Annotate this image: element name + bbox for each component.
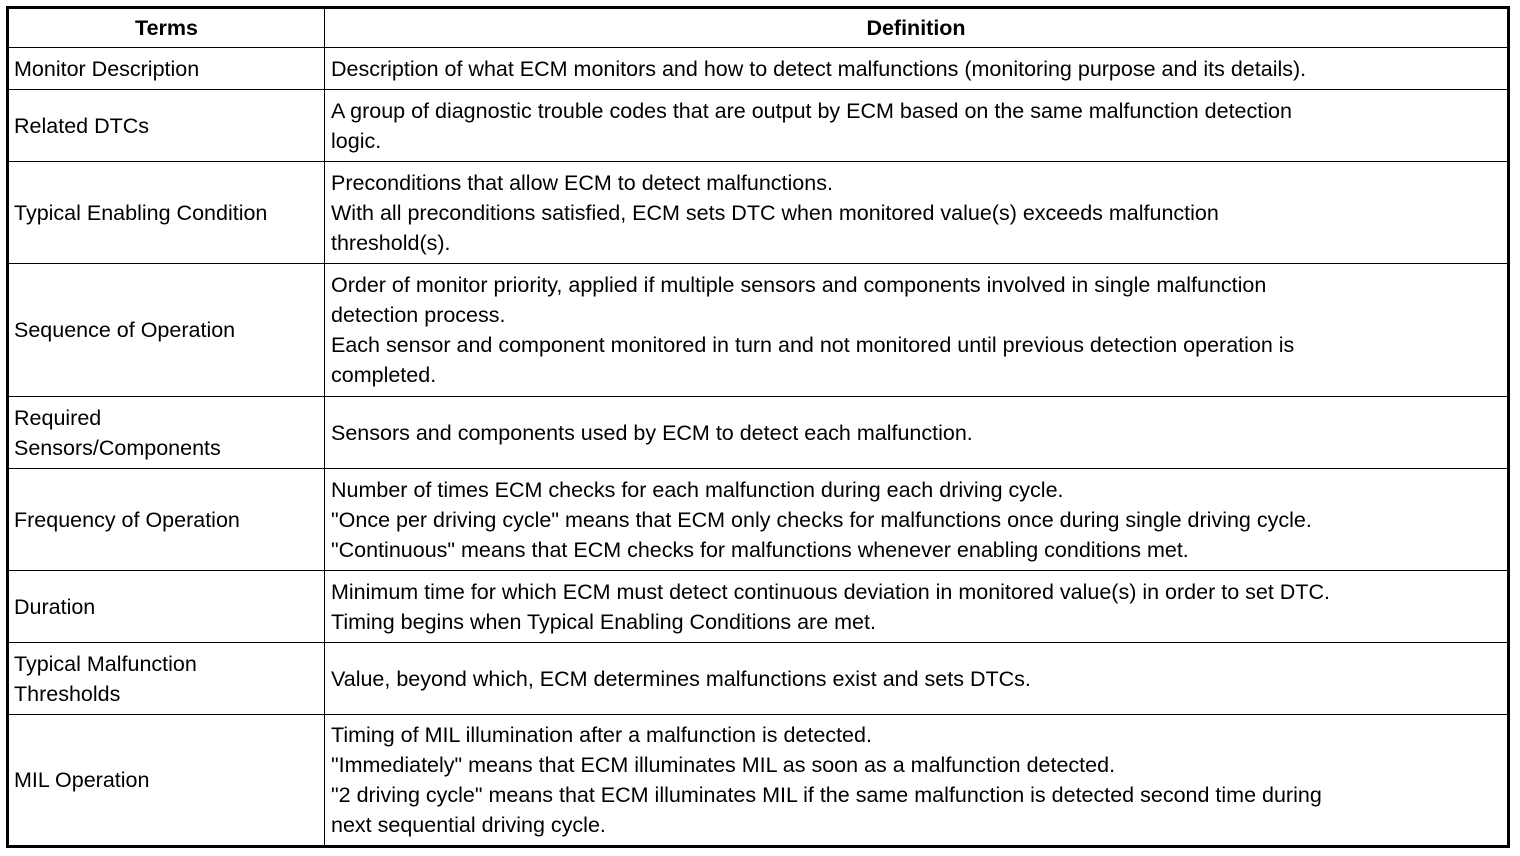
definition-text-line: threshold(s). (331, 230, 451, 255)
definition-cell (325, 571, 1509, 643)
definition-cell (325, 264, 1509, 397)
definition-cell (325, 162, 1509, 264)
definition-cell (325, 48, 1509, 90)
definition-text-line: "Continuous" means that ECM checks for malfunctions whenever enabling conditions met. (331, 537, 1189, 562)
term-text-line: Required (14, 405, 102, 430)
term-text-line: Typical Malfunction (14, 651, 197, 676)
term-text-line: Thresholds (14, 681, 121, 706)
definition-text-line: logic. (331, 128, 382, 153)
table-body (8, 48, 1509, 847)
term-cell (8, 643, 325, 715)
term-cell (8, 715, 325, 847)
header-terms: Terms (8, 8, 325, 48)
term-cell (8, 90, 325, 162)
definition-text-line: next sequential driving cycle. (331, 813, 606, 837)
table-row (8, 397, 1509, 469)
term-cell (8, 162, 325, 264)
term-text-line: MIL Operation (14, 768, 150, 792)
table-row (8, 643, 1509, 715)
definition-text-line: "Once per driving cycle" means that ECM only checks for malfunctions once during single driving cycle. (331, 507, 1312, 532)
table-row (8, 162, 1509, 264)
term-text-line: Related DTCs (14, 113, 150, 138)
term-text-line: Duration (14, 594, 96, 619)
term-text-line: Typical Enabling Condition (14, 200, 268, 225)
definition-cell (325, 715, 1509, 847)
definition-text-line: completed. (331, 363, 437, 387)
definition-text-line: detection process. (331, 303, 506, 327)
definition-text-line: Value, beyond which, ECM determines malfunctions exist and sets DTCs. (331, 666, 1031, 691)
term-cell (8, 48, 325, 90)
definition-cell (325, 90, 1509, 162)
term-cell (8, 264, 325, 397)
header-row (8, 8, 1509, 48)
definition-text-line: With all preconditions satisfied, ECM sets DTC when monitored value(s) exceeds malfunction (331, 200, 1219, 225)
term-cell (8, 571, 325, 643)
definition-cell (325, 469, 1509, 571)
definition-text-line: Minimum time for which ECM must detect continuous deviation in monitored value(s) in order to set DTC. (331, 579, 1330, 604)
definition-text-line: Preconditions that allow ECM to detect malfunctions. (331, 170, 833, 195)
term-text-line: Sequence of Operation (14, 318, 236, 342)
definition-text-line: "Immediately" means that ECM illuminates MIL as soon as a malfunction detected. (331, 753, 1116, 777)
term-cell (8, 469, 325, 571)
definition-text-line: A group of diagnostic trouble codes that are output by ECM based on the same malfunction detection (331, 98, 1292, 123)
definition-text-line: "2 driving cycle" means that ECM illuminates MIL if the same malfunction is detected second time during (331, 783, 1322, 807)
term-cell (8, 397, 325, 469)
definition-cell (325, 643, 1509, 715)
definition-text-line: Number of times ECM checks for each malfunction during each driving cycle. (331, 477, 1064, 502)
terms-definition-table (6, 6, 1510, 848)
table-row (8, 715, 1509, 847)
table-row (8, 90, 1509, 162)
term-text-line: Monitor Description (14, 56, 200, 81)
header-definition: Definition (325, 8, 1509, 48)
table-row (8, 469, 1509, 571)
table-row (8, 571, 1509, 643)
definition-text-line: Timing begins when Typical Enabling Conditions are met. (331, 609, 876, 634)
table-row (8, 48, 1509, 90)
definition-text-line: Timing of MIL illumination after a malfunction is detected. (331, 723, 872, 747)
term-text-line: Sensors/Components (14, 435, 221, 460)
term-text-line: Frequency of Operation (14, 507, 240, 532)
definition-text-line: Each sensor and component monitored in turn and not monitored until previous detection operation is (331, 333, 1295, 357)
definition-text-line: Sensors and components used by ECM to detect each malfunction. (331, 420, 973, 445)
definition-text-line: Order of monitor priority, applied if multiple sensors and components involved in single malfunction (331, 273, 1267, 297)
table-row (8, 264, 1509, 397)
definition-cell (325, 397, 1509, 469)
definition-text-line: Description of what ECM monitors and how to detect malfunctions (monitoring purpose and its details). (331, 56, 1307, 81)
